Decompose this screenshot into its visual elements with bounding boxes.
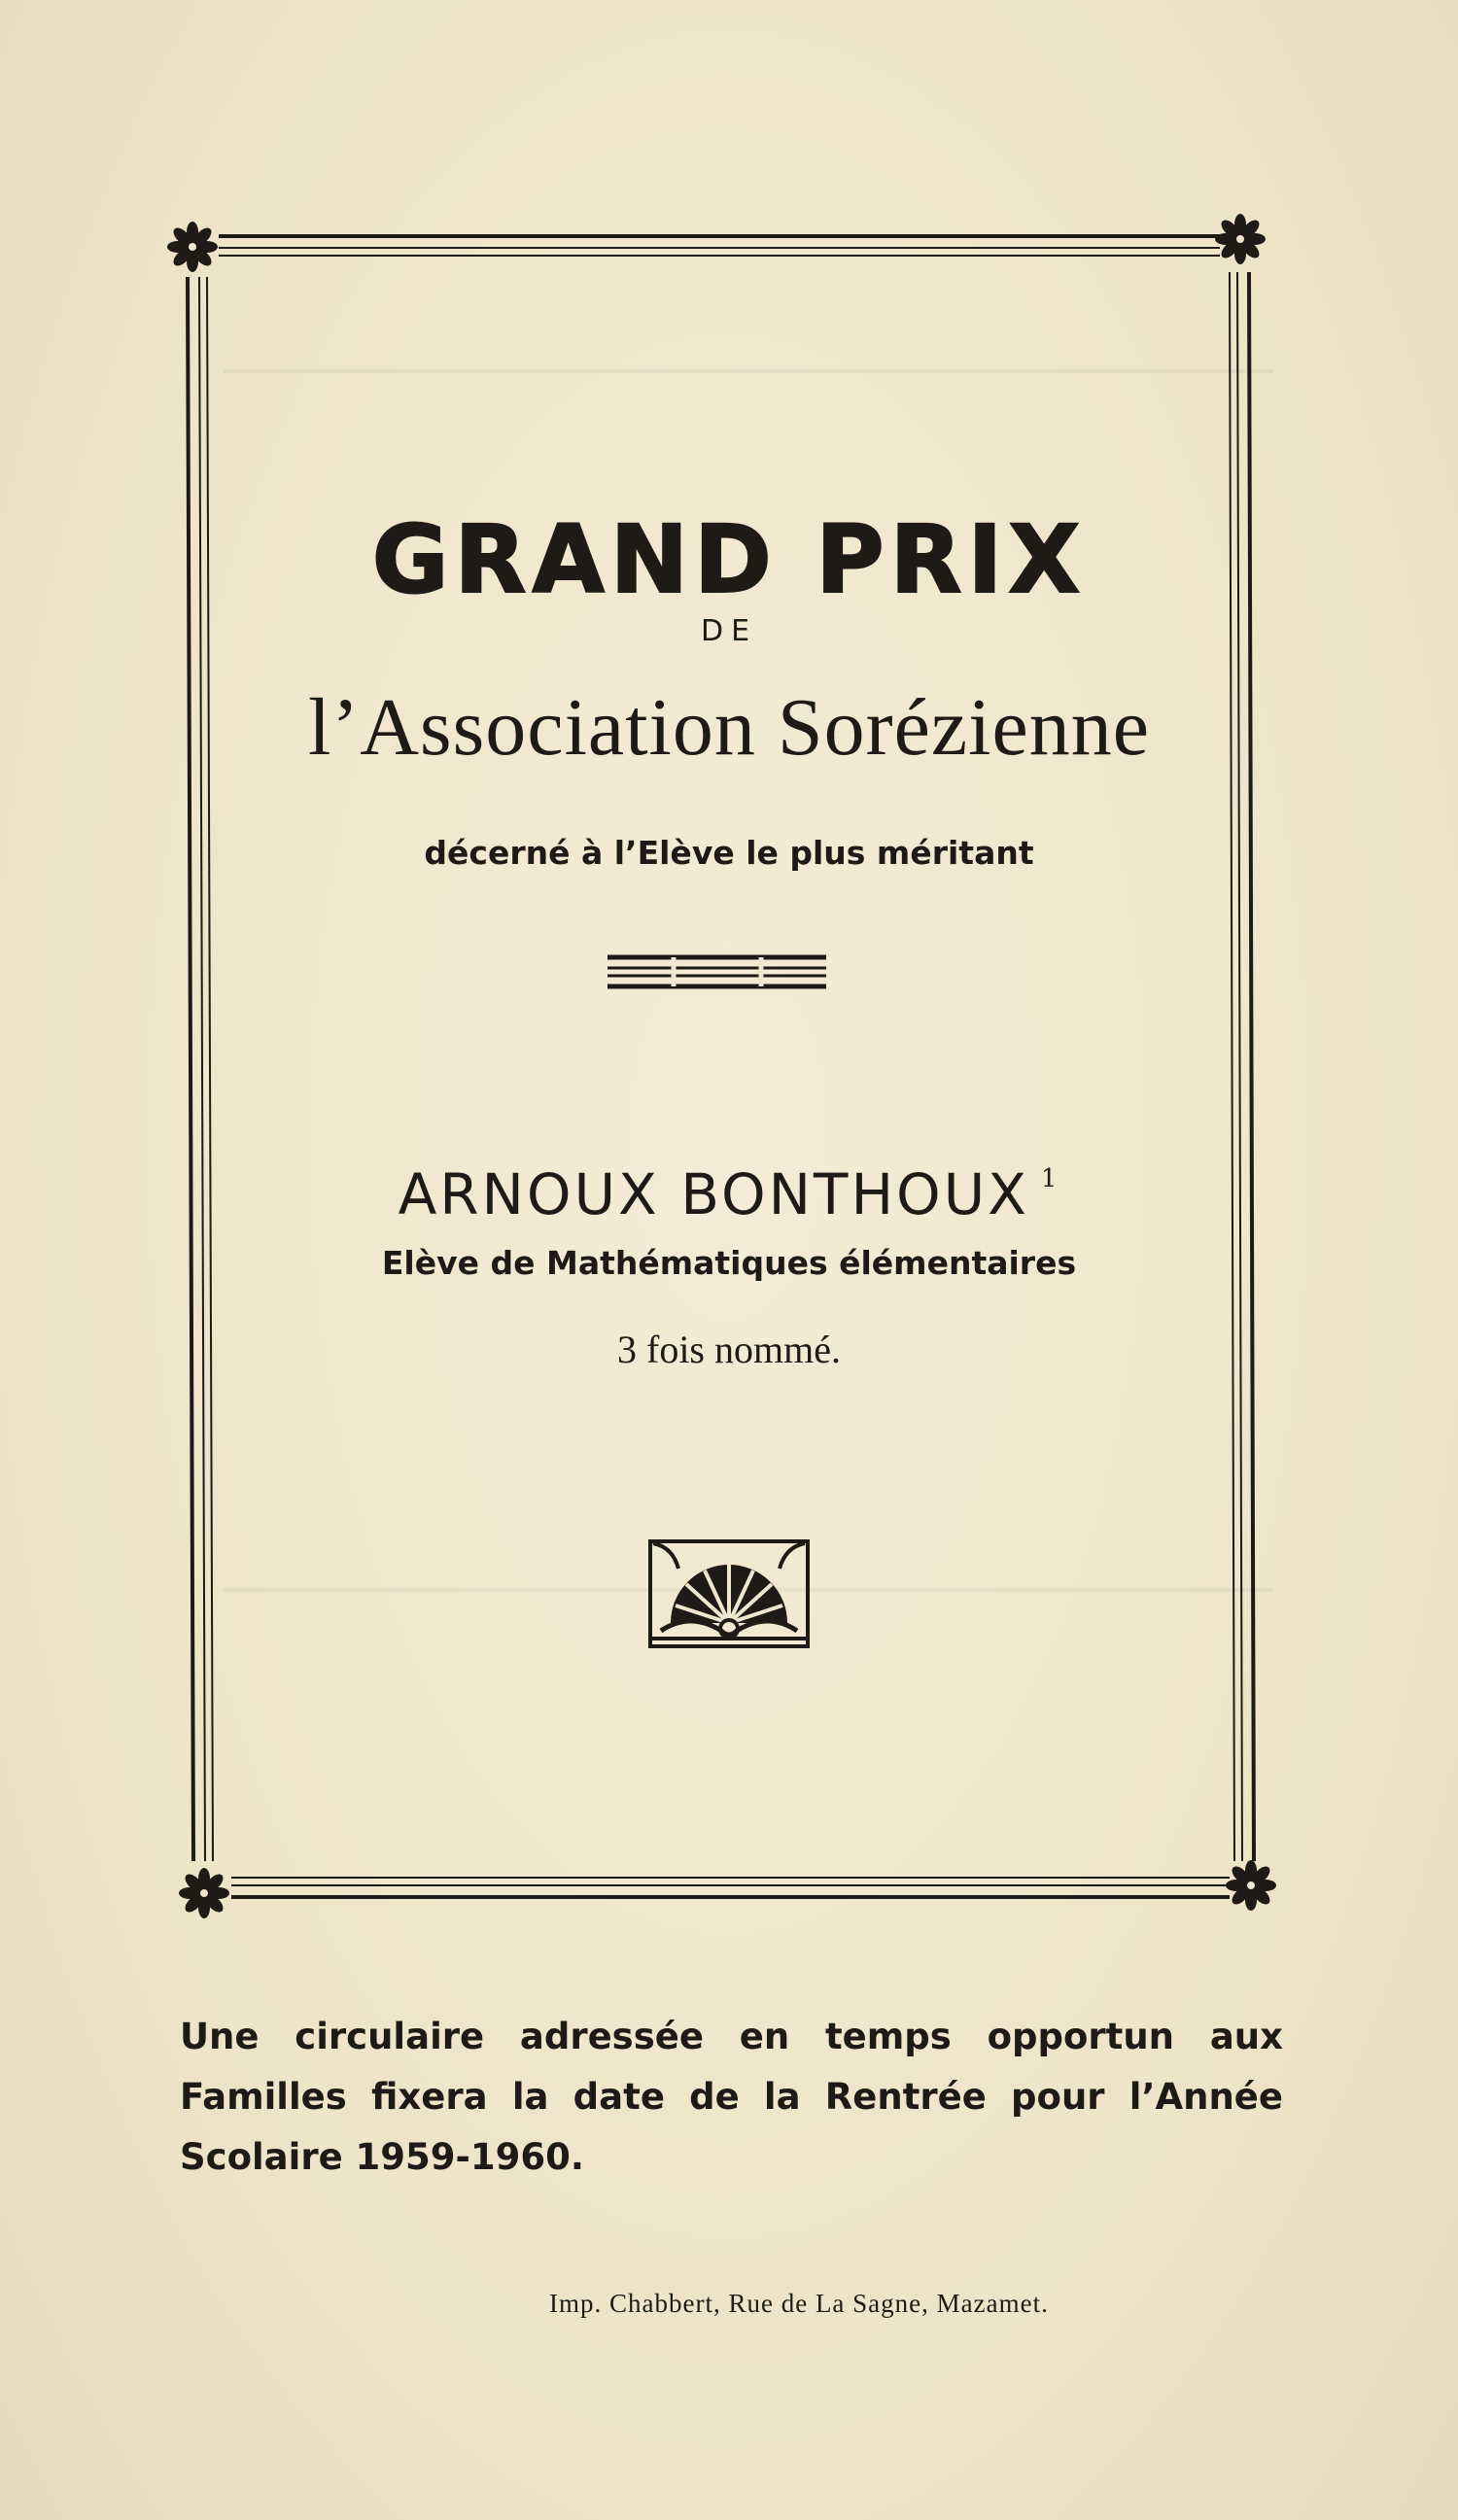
grand-prix-title: GRAND PRIX bbox=[371, 505, 1087, 614]
laureate-name: ARNOUX BONTHOUX bbox=[398, 1161, 1029, 1227]
separator-rule bbox=[608, 957, 826, 986]
palmette-ornament bbox=[650, 1541, 808, 1646]
laureate-name-line bbox=[0, 1161, 1458, 1227]
title-connector: DE bbox=[700, 614, 758, 648]
footnote-mark: 1 bbox=[1040, 1164, 1060, 1193]
printer-credit: Imp. Chabbert, Rue de La Sagne, Mazamet. bbox=[549, 2289, 1049, 2318]
times-named: 3 fois nommé. bbox=[617, 1328, 841, 1371]
corner-rosette-top-right bbox=[1215, 214, 1266, 264]
corner-rosette-bottom-left bbox=[179, 1868, 229, 1918]
rentree-notice: Une circulaire adressée en temps opportun aux Familles fixera la date de la Rentrée pour l’Année Scolaire 1959-1960. bbox=[180, 2016, 1283, 2178]
award-subtitle: décerné à l’Elève le plus méritant bbox=[424, 834, 1034, 872]
corner-rosette-bottom-right bbox=[1226, 1860, 1276, 1911]
laureate-class: Elève de Mathématiques élémentaires bbox=[381, 1244, 1077, 1282]
association-name: l’Association Sorézienne bbox=[307, 682, 1151, 773]
corner-rosette-top-left bbox=[167, 222, 218, 272]
